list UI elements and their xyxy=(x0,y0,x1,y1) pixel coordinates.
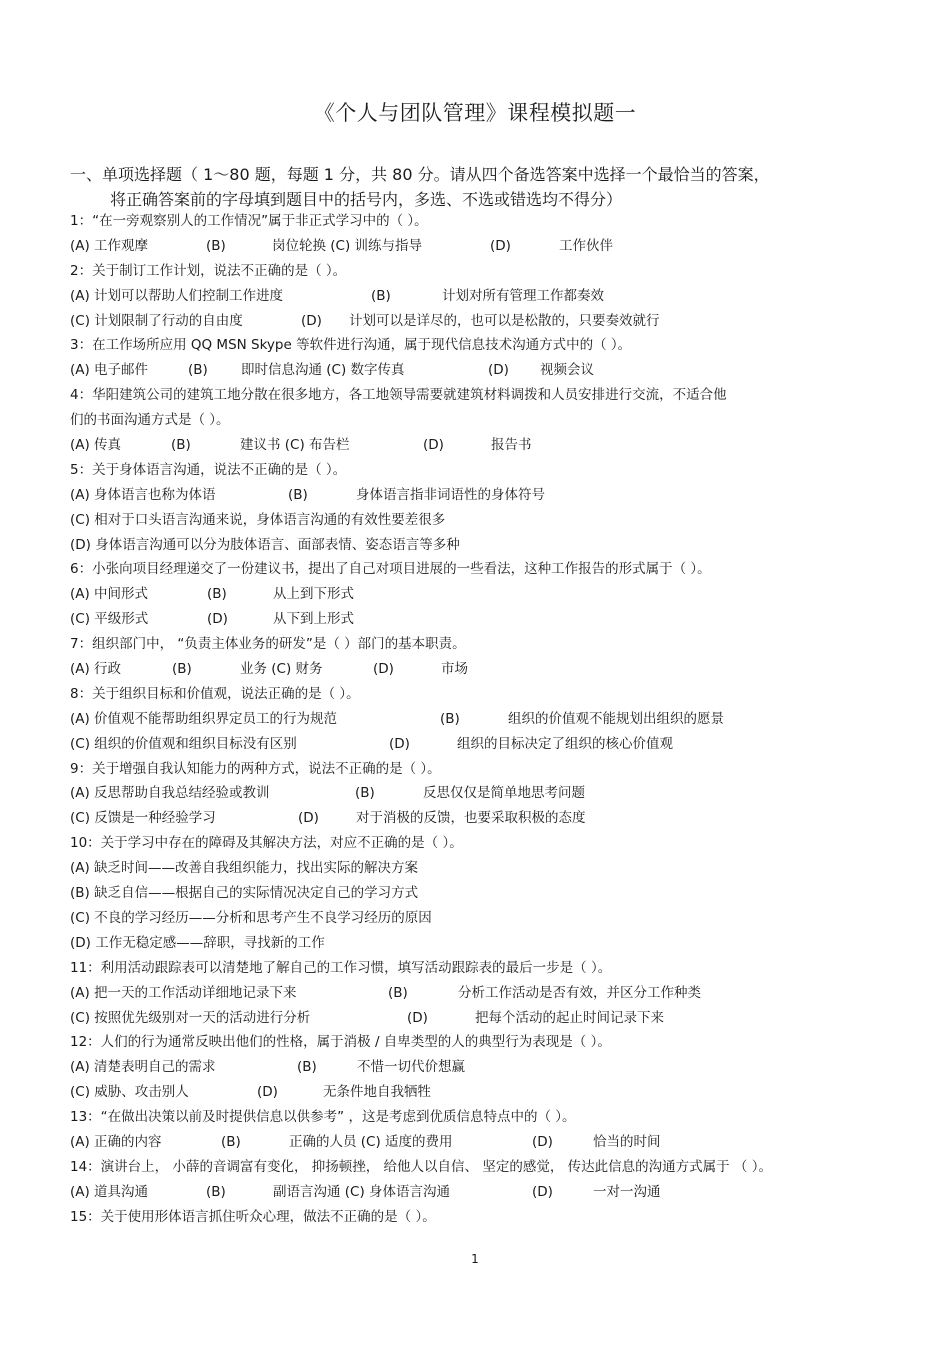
question-line xyxy=(70,284,910,309)
question-line xyxy=(70,458,910,483)
question-line xyxy=(70,408,910,433)
line-text: (A) 电子邮件 xyxy=(70,362,149,379)
line-text: (A) 正确的内容 xyxy=(70,1133,162,1150)
option-text: 建议书 (C) 布告栏 xyxy=(240,437,350,454)
line-text: (D) 身体语言沟通可以分为肢体语言、面部表情、姿态语言等多种 xyxy=(70,536,460,553)
question-line xyxy=(70,956,910,981)
line-text: 3：在工作场所应用 QQ MSN Skype 等软件进行沟通，属于现代信息技术沟通方式中的（ ）。 xyxy=(70,337,632,354)
line-text: (A) 道具沟通 xyxy=(70,1183,149,1200)
line-text: (C) 反馈是一种经验学习 xyxy=(70,810,216,827)
question-line xyxy=(70,234,910,259)
option-text: 身体语言指非词语性的身体符号 xyxy=(356,486,545,503)
question-line xyxy=(70,881,910,906)
line-text: (A) 计划可以帮助人们控制工作进度 xyxy=(70,287,284,304)
option-text: (D) xyxy=(423,437,444,454)
question-line xyxy=(70,931,910,956)
line-text: (C) 计划限制了行动的自由度 xyxy=(70,312,243,329)
question-line xyxy=(70,1006,910,1031)
option-text: 岗位轮换 (C) 训练与指导 xyxy=(272,237,423,254)
line-text: (C) 平级形式 xyxy=(70,611,149,628)
question-line xyxy=(70,383,910,408)
question-line xyxy=(70,1055,910,1080)
line-text: (A) 身体语言也称为体语 xyxy=(70,486,216,503)
question-line xyxy=(70,1105,910,1130)
option-text: (D) xyxy=(532,1133,553,1150)
option-text: 一对一沟通 xyxy=(593,1183,661,1200)
line-text: (B) 缺乏自信——根据自己的实际情况决定自己的学习方式 xyxy=(70,885,419,902)
line-text: (C) 组织的价值观和组织目标没有区别 xyxy=(70,735,297,752)
section-heading-line-1: 一、单项选择题（ 1～80 题，每题 1 分，共 80 分。请从四个备选答案中选择一个最恰当的答案， xyxy=(70,165,770,184)
question-line xyxy=(70,259,910,284)
option-text: 组织的价值观不能规划出组织的愿景 xyxy=(508,710,724,727)
line-text: (A) 反思帮助自我总结经验或教训 xyxy=(70,785,270,802)
option-text: (B) xyxy=(388,984,408,1001)
question-line xyxy=(70,533,910,558)
option-text: (B) xyxy=(172,661,192,678)
option-text: (B) xyxy=(371,287,391,304)
option-text: 把每个活动的起止时间记录下来 xyxy=(475,1009,664,1026)
line-text: 15：关于使用形体语言抓住听众心理，做法不正确的是（ ）。 xyxy=(70,1208,436,1225)
line-text: (A) 行政 xyxy=(70,661,122,678)
question-line xyxy=(70,333,910,358)
line-text: 14：演讲台上， 小薛的音调富有变化， 抑扬顿挫， 给他人以自信、 坚定的感觉， 传达此信息的沟通方式属于 （ ）。 xyxy=(70,1158,772,1175)
option-text: (D) xyxy=(488,362,509,379)
line-text: 9：关于增强自我认知能力的两种方式，说法不正确的是（ ）。 xyxy=(70,760,441,777)
question-line xyxy=(70,757,910,782)
line-text: (C) 按照优先级别对一天的活动进行分析 xyxy=(70,1009,311,1026)
question-line xyxy=(70,781,910,806)
option-text: (D) xyxy=(407,1009,428,1026)
line-text: (A) 传真 xyxy=(70,437,122,454)
option-text: (D) xyxy=(373,661,394,678)
document-title: 《个人与团队管理》课程模拟题一 xyxy=(313,101,637,125)
line-text: 1：“在一旁观察别人的工作情况”属于非正式学习中的（ ）。 xyxy=(70,213,428,229)
line-text: 13：“在做出决策以前及时提供信息以供参考” ，这是考虑到优质信息特点中的（ ）。 xyxy=(70,1109,576,1126)
option-text: (B) xyxy=(355,785,375,802)
option-text: 正确的人员 (C) 适度的费用 xyxy=(289,1133,453,1150)
option-text: (B) xyxy=(207,586,227,603)
question-line xyxy=(70,806,910,831)
option-text: 从上到下形式 xyxy=(273,586,354,603)
line-text: (C) 不良的学习经历——分析和思考产生不良学习经历的原因 xyxy=(70,909,432,926)
option-text: 反思仅仅是简单地思考问题 xyxy=(423,785,585,802)
section-heading-line-2: 将正确答案前的字母填到题目中的括号内，多选、不选或错选均不得分） xyxy=(110,190,623,209)
question-list xyxy=(70,209,910,1230)
question-line xyxy=(70,557,910,582)
page-number: 1 xyxy=(471,1252,479,1266)
question-line xyxy=(70,732,910,757)
option-text: (B) xyxy=(171,437,191,454)
question-line xyxy=(70,657,910,682)
question-line xyxy=(70,981,910,1006)
question-line xyxy=(70,1180,910,1205)
option-text: (B) xyxy=(188,362,208,379)
section-heading xyxy=(70,162,770,212)
option-text: 报告书 xyxy=(491,437,532,454)
question-line xyxy=(70,209,910,234)
question-line xyxy=(70,582,910,607)
option-text: (D) xyxy=(298,810,319,827)
option-text: 从下到上形式 xyxy=(273,611,354,628)
option-text: (B) xyxy=(297,1059,317,1076)
option-text: (D) xyxy=(207,611,228,628)
line-text: (A) 工作观摩 xyxy=(70,237,149,254)
option-text: (D) xyxy=(490,237,511,254)
option-text: 恰当的时间 xyxy=(593,1133,661,1150)
option-text: (B) xyxy=(440,710,460,727)
option-text: 即时信息沟通 (C) 数字传真 xyxy=(241,362,405,379)
question-line xyxy=(70,433,910,458)
line-text: (C) 相对于口头语言沟通来说，身体语言沟通的有效性要差很多 xyxy=(70,511,446,528)
option-text: (B) xyxy=(206,237,226,254)
line-text: (C) 威胁、攻击别人 xyxy=(70,1084,189,1101)
option-text: (D) xyxy=(532,1183,553,1200)
line-text: 7：组织部门中， “负责主体业务的研发”是（ ）部门的基本职责。 xyxy=(70,636,466,653)
option-text: (D) xyxy=(389,735,410,752)
option-text: 不惜一切代价想赢 xyxy=(357,1059,465,1076)
line-text: 4：华阳建筑公司的建筑工地分散在很多地方，各工地领导需要就建筑材料调拨和人员安排进行交流，不适合他 xyxy=(70,387,727,404)
line-text: 2：关于制订工作计划，说法不正确的是（ ）。 xyxy=(70,262,347,279)
line-text: 12：人们的行为通常反映出他们的性格，属于消极 / 自卑类型的人的典型行为表现是（ ）。 xyxy=(70,1034,611,1051)
line-text: (A) 清楚表明自己的需求 xyxy=(70,1059,216,1076)
line-text: (A) 把一天的工作活动详细地记录下来 xyxy=(70,984,297,1001)
line-text: (A) 中间形式 xyxy=(70,586,149,603)
question-line xyxy=(70,632,910,657)
question-line xyxy=(70,309,910,334)
question-line xyxy=(70,358,910,383)
line-text: (A) 缺乏时间——改善自我组织能力，找出实际的解决方案 xyxy=(70,860,419,877)
option-text: (D) xyxy=(257,1084,278,1101)
option-text: 副语言沟通 (C) 身体语言沟通 xyxy=(273,1183,451,1200)
line-text: 6：小张向项目经理递交了一份建议书，提出了自己对项目进展的一些看法，这种工作报告的形式属于（ ）。 xyxy=(70,561,711,578)
option-text: 市场 xyxy=(441,661,468,678)
option-text: (B) xyxy=(206,1183,226,1200)
option-text: 组织的目标决定了组织的核心价值观 xyxy=(457,735,673,752)
option-text: (D) xyxy=(301,312,322,329)
option-text: 计划可以是详尽的，也可以是松散的，只要奏效就行 xyxy=(349,312,660,329)
line-text: 11：利用活动跟踪表可以清楚地了解自己的工作习惯，填写活动跟踪表的最后一步是（ ）。 xyxy=(70,959,612,976)
option-text: (B) xyxy=(288,486,308,503)
option-text: 视频会议 xyxy=(540,362,594,379)
option-text: 工作伙伴 xyxy=(559,237,613,254)
question-line xyxy=(70,831,910,856)
option-text: 计划对所有管理工作都奏效 xyxy=(442,287,604,304)
question-line xyxy=(70,707,910,732)
question-line xyxy=(70,483,910,508)
line-text: (A) 价值观不能帮助组织界定员工的行为规范 xyxy=(70,710,338,727)
question-line xyxy=(70,682,910,707)
question-line xyxy=(70,1155,910,1180)
option-text: 业务 (C) 财务 xyxy=(240,661,323,678)
option-text: 分析工作活动是否有效，并区分工作种类 xyxy=(458,984,701,1001)
question-line xyxy=(70,1130,910,1155)
question-line xyxy=(70,1030,910,1055)
line-text: 10：关于学习中存在的障碍及其解决方法，对应不正确的是（ ）。 xyxy=(70,835,463,852)
question-line xyxy=(70,508,910,533)
question-line xyxy=(70,1080,910,1105)
question-line xyxy=(70,607,910,632)
question-line xyxy=(70,856,910,881)
question-line xyxy=(70,906,910,931)
line-text: (D) 工作无稳定感——辞职，寻找新的工作 xyxy=(70,934,325,951)
option-text: (B) xyxy=(221,1133,241,1150)
line-text: 8：关于组织目标和价值观，说法正确的是（ ）。 xyxy=(70,685,360,702)
question-line xyxy=(70,1205,910,1230)
option-text: 无条件地自我牺牲 xyxy=(323,1084,431,1101)
option-text: 对于消极的反馈，也要采取积极的态度 xyxy=(356,810,586,827)
line-text: 5：关于身体语言沟通，说法不正确的是（ ）。 xyxy=(70,461,347,478)
line-text: 们的书面沟通方式是（ ）。 xyxy=(70,412,230,429)
